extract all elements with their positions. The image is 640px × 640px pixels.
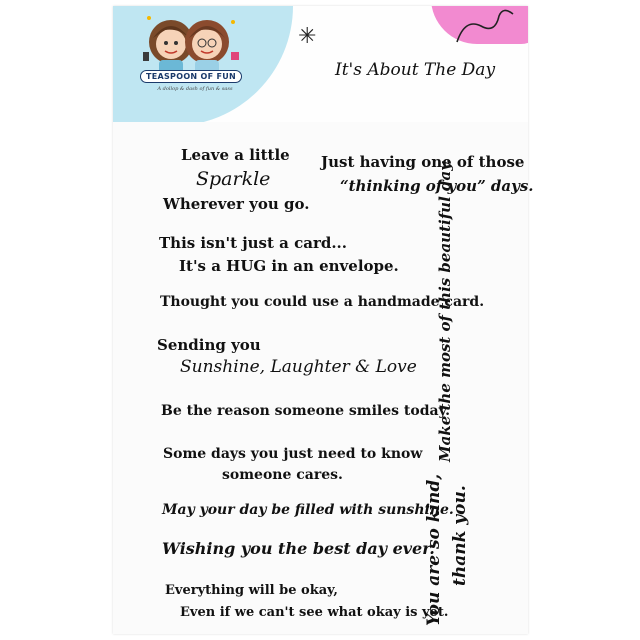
- sentiment-reason: Be the reason someone smiles today.: [161, 403, 450, 419]
- sentiment-cares-line-2: someone cares.: [222, 467, 343, 483]
- sentiment-sparkle-line-2: Sparkle: [196, 168, 271, 190]
- sentiment-card-line-2: It's a HUG in an envelope.: [179, 257, 399, 275]
- sentiment-thinking-line-1: Just having one of those: [321, 153, 525, 171]
- sentiment-sunshine-line-1: Sending you: [157, 336, 261, 354]
- set-title: It's About The Day: [335, 60, 496, 80]
- sentiment-okay-line-2: Even if we can't see what okay is yet.: [180, 605, 449, 620]
- brand-name: TEASPOON OF FUN: [140, 70, 242, 83]
- sentiment-vertical-kind-line-1: You are so kind,: [424, 473, 444, 626]
- sentiment-sparkle-line-3: Wherever you go.: [163, 195, 310, 213]
- sentiment-sparkle-line-1: Leave a little: [181, 146, 290, 164]
- squiggle-icon: [455, 8, 515, 48]
- sentiment-vertical-beautiful: Make the most of this beautiful day.: [436, 158, 454, 462]
- sentiment-vertical-kind-line-2: thank you.: [450, 485, 470, 586]
- sentiment-cares-line-1: Some days you just need to know: [163, 446, 423, 462]
- sentiment-card-line-1: This isn't just a card...: [159, 234, 348, 252]
- sentiment-filled: May your day be filled with sunshine.: [162, 502, 454, 518]
- sentiment-wishing: Wishing you the best day ever.: [162, 539, 435, 558]
- sentiment-thinking-line-2: “thinking of you” days.: [340, 177, 534, 195]
- sentiment-okay-line-1: Everything will be okay,: [165, 583, 338, 598]
- sentiment-sunshine-line-2: Sunshine, Laughter & Love: [180, 357, 417, 377]
- sparkle-star-icon: ✳: [298, 24, 317, 49]
- sentiment-handmade: Thought you could use a handmade card.: [160, 294, 485, 310]
- brand-tagline: A dollop & dash of fun & sass: [157, 86, 233, 92]
